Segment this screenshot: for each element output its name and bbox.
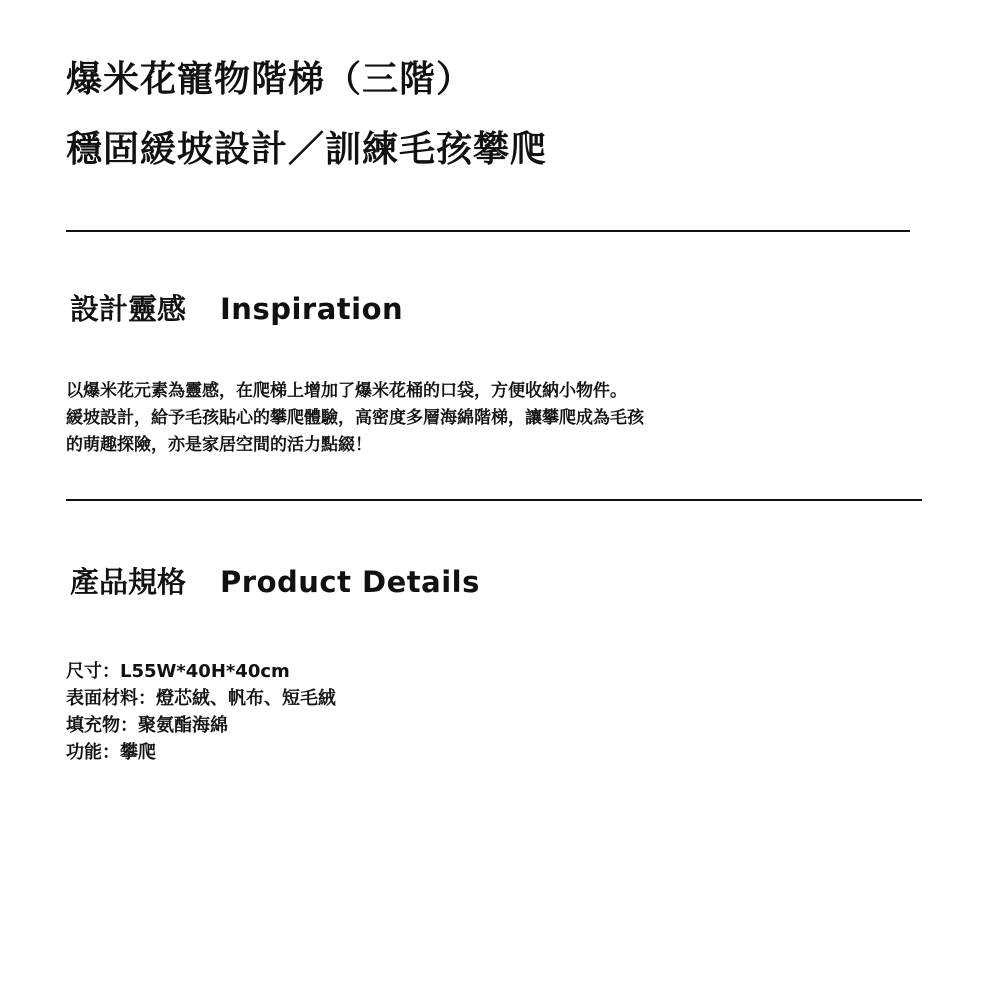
divider-top xyxy=(66,230,910,232)
inspiration-heading-en: Inspiration xyxy=(220,292,404,326)
product-title: 爆米花寵物階梯（三階） xyxy=(66,59,474,100)
spec-filling: 填充物：聚氨酯海綿 xyxy=(66,715,228,736)
divider-middle xyxy=(66,499,922,501)
inspiration-line: 緩坡設計，給予毛孩貼心的攀爬體驗，高密度多層海綿階梯，讓攀爬成為毛孩 xyxy=(66,408,644,428)
product-subtitle: 穩固緩坡設計／訓練毛孩攀爬 xyxy=(66,129,548,170)
inspiration-line: 的萌趣探險，亦是家居空間的活力點綴！ xyxy=(66,435,372,455)
details-heading-zh: 產品規格 xyxy=(70,565,187,599)
spec-list xyxy=(66,658,336,766)
inspiration-line: 以爆米花元素為靈感，在爬梯上增加了爆米花桶的口袋，方便收納小物件。 xyxy=(66,381,627,401)
spec-material: 表面材料：燈芯絨、帆布、短毛絨 xyxy=(66,688,336,709)
spec-size: 尺寸：L55W*40H*40cm xyxy=(66,661,290,682)
details-heading-en: Product Details xyxy=(220,565,480,599)
section-heading-details xyxy=(70,565,480,599)
inspiration-paragraph xyxy=(66,378,846,459)
spec-function: 功能：攀爬 xyxy=(66,742,156,763)
section-heading-inspiration xyxy=(70,292,404,326)
inspiration-heading-zh: 設計靈感 xyxy=(70,292,187,326)
